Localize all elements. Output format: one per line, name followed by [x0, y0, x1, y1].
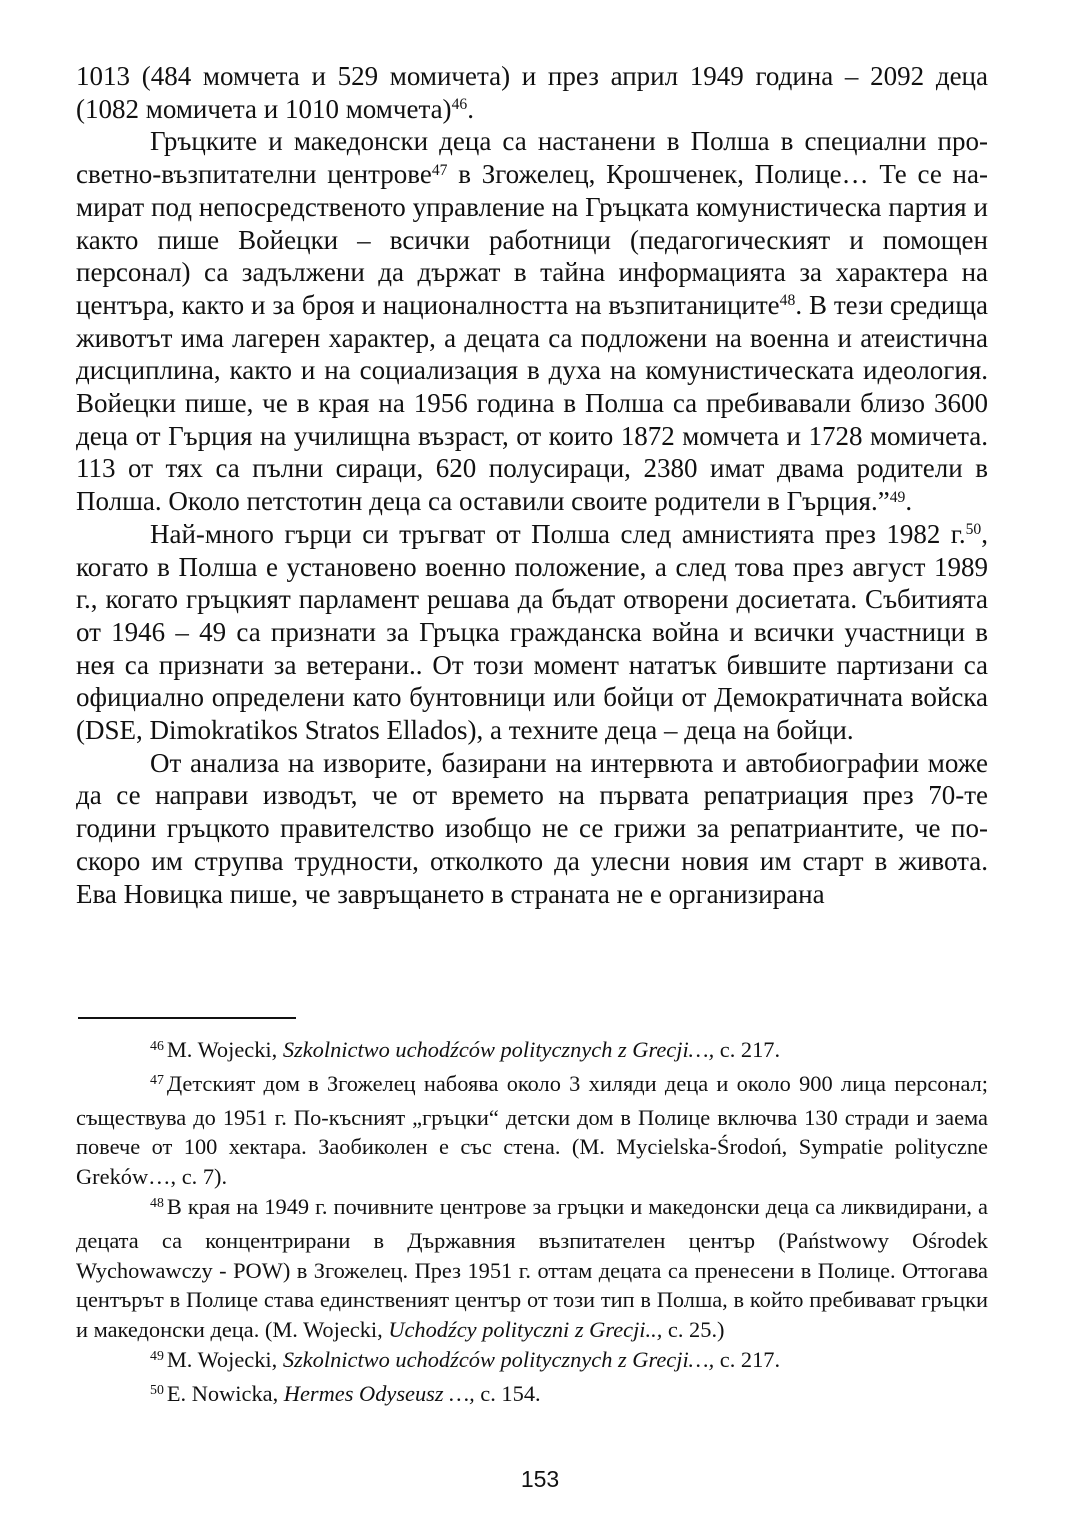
text-run: в Згожелец, Крошченек, Полице… Те се намират под непосредственото управление на Гръцката комунистическа партия и както пише Войецки – всички работници (педагогическият и помощен персонал) са задължени да държат в тайна информацията за характера на центъра, както и за броя и националността на възпитаниците: [76, 159, 988, 320]
text-run: M. Wojecki,: [166, 1346, 283, 1372]
footnote-separator: [78, 1017, 296, 1019]
text-run: .: [467, 93, 474, 124]
footnote-ref: 50: [965, 521, 982, 539]
footnote: [76, 1192, 988, 1345]
text-run: с. 217.: [714, 1037, 781, 1062]
paragraph: [76, 60, 988, 125]
footnote-number: 47: [150, 1072, 164, 1088]
italic-title: Szkolnictwo uchodźców politycznych z Grecji…,: [282, 1037, 715, 1062]
footnote-ref: 49: [889, 488, 906, 506]
footnote: [76, 1345, 988, 1379]
text-run: с. 154.: [474, 1380, 541, 1406]
footnote: [76, 1035, 988, 1069]
main-text: [76, 60, 988, 910]
text-run: M. Wojecki,: [166, 1037, 283, 1062]
paragraph: [76, 518, 988, 747]
text-run: с. 25.): [662, 1317, 725, 1343]
text-run: Детският дом в Згожелец набоява около 3 хиляди деца и около 900 лица персонал; съществува до 1951 г. По-късният „гръцки“ детски дом в Полице включва 130 стради и заема повече от 100 хектара. Заобиколен е със стена. (M. Mycielska-Środoń, Sympatie polityczne Greków…, с. 7).: [76, 1070, 988, 1190]
footnote-number: 50: [150, 1382, 164, 1398]
text-run: От анализа на изворите, базирани на интервюта и автобиографии може да се направи изводът, че от времето на първата репатриация през 70-те години гръцкото правителство изобщо не се грижи за репатриантите, че по-скоро им струпва трудности, отколкото да улесни новия им старт в живота. Ева Новицка пише, че завръщането в страната не е организирана: [76, 747, 988, 909]
text-run: 1013 (484 момчета и 529 момичета) и през април 1949 година – 2092 деца (1082 момичета и 1010 момчета): [76, 61, 988, 124]
footnote-number: 49: [150, 1349, 164, 1365]
footnote-ref: 48: [779, 292, 796, 310]
footnote-number: 48: [150, 1196, 164, 1212]
footnote-ref: 47: [431, 161, 448, 179]
text-run: .: [905, 486, 913, 517]
page-number: 153: [520, 1466, 560, 1492]
footnote-number: 46: [150, 1039, 164, 1055]
text-run: Най-много гърци си тръгват от Полша след амнистията през 1982 г.: [150, 518, 966, 549]
text-run: , когато в Полша е установено военно положение, а след това през август 1989 г., когато гръцкият парламент решава да бъдат отворени досиетата. Събитията от 1946 – 49 са признати за Гръцка гражданска война и всички участници в нея са признати за ветерани.. От този момент нататък бившите партизани са официално определени като бунтовници или бойци от Демократичната войска (DSE, Dimokratikos Stratos Ellados), а техните деца – деца на бойци.: [76, 518, 988, 746]
italic-title: Hermes Odyseusz …,: [283, 1380, 475, 1406]
text-run: Гръцките и македонски деца са настанени в Полша в специални просветно-възпитателни центрове: [76, 126, 988, 190]
footnote: [76, 1069, 988, 1192]
text-run: E. Nowicka,: [166, 1380, 284, 1406]
footnote-ref: 46: [451, 96, 468, 114]
footnote: [76, 1379, 988, 1413]
italic-title: Szkolnictwo uchodźców politycznych z Grecji…,: [282, 1346, 715, 1372]
text-run: . В тези средища животът има лагерен характер, а децата са подложени на военна и атеистична дисциплина, както и на социализация в духа на комунистическата идеология. Войецки пише, че в края на 1956 година в Полша са пребивавали близо 3600 деца от Гърция на училищна възраст, от които 1872 момчета и 1728 момичета. 113 от тях са пълни сираци, 620 полусираци, 2380 имат двама родители в Полша. Около петстотин деца са оставили своите родители в Гърция.”: [76, 289, 989, 517]
text-run: В края на 1949 г. почивните центрове за гръцки и македонски деца са ликвидирани, а децата са концентрирани в Държавния възпитателен център (Państwowy Ośrodek Wychowawczy - POW) в Згожелец. През 1951 г. оттам децата са пренесени в Полице. Оттогава центърът в Полице става единственият център от този тип в Полша, в който пребивават гръцки и македонски деца. (M. Wojecki,: [76, 1193, 988, 1343]
paragraph: [76, 125, 988, 517]
italic-title: Uchodźcy polityczni z Grecji..,: [388, 1317, 663, 1343]
footnotes: [76, 1035, 988, 1413]
text-run: с. 217.: [714, 1346, 781, 1372]
paragraph: [76, 747, 988, 911]
